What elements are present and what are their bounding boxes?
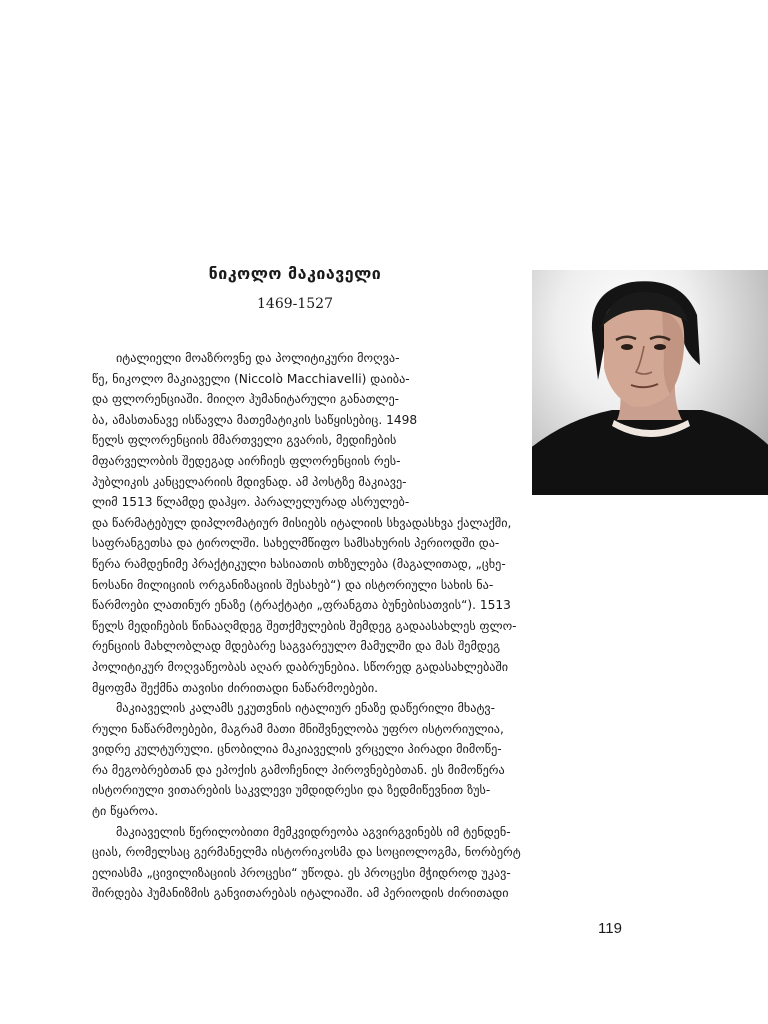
text-line: იტალიელი მოაზროვნე და პოლიტიკური მოღვა- [116,351,400,365]
text-line: წელს მედიჩების წინააღმდეგ შეთქმულების შემდეგ გადაასახლეს ფლო- [92,618,517,633]
text-line: ვიდრე კულტურული. ცნობილია მაკიაველის ვრცელი პირადი მიმოწე- [92,742,502,757]
page-number: 119 [598,920,622,937]
text-line: წელს ფლორენციის მმართველი გვარის, მედიჩების [92,433,397,448]
text-line: და ფლორენციაში. მიიღო ჰუმანიტარული განათლე- [92,392,400,407]
body-text [92,348,632,904]
life-years: 1469-1527 [257,296,333,312]
text-line: ბა, ამასთანავე ისწავლა მათემატიკის საწყისებიც. 1498 [92,412,418,427]
text-line: მაკიაველის კალამს ეკუთვნის იტალიურ ენაზე დაწერილი მხატვ- [116,701,496,716]
text-line: ლიმ 1513 წლამდე დაჰყო. პარალელურად ასრულებ- [92,495,410,510]
text-line: წე, ნიკოლო მაკიაველი (Niccolò Macchiavelli) დაიბა- [92,371,410,386]
article-title: ნიკოლო მაკიაველი [208,264,382,283]
text-line: რენციის მახლობლად მდებარე საგვარეულო მამულში და მას შემდეგ [92,639,501,654]
text-line: მაკიაველის წერილობითი მემკვიდრეობა აგვირგვინებს იმ ტენდენ- [116,824,511,839]
text-line: ნოსანი მილიციის ორგანიზაციის შესახებ“) და ისტორიული სახის ნა- [92,577,494,592]
text-line: წარმოები ლათინურ ენაზე (ტრაქტატი „ფრანგთა ბუნებისათვის“). 1513 [92,598,511,613]
text-line: შირდება ჰუმანიზმის განვითარებას იტალიაში. ამ პერიოდის ძირითადი [92,886,509,901]
text-line: მყოფმა შექმნა თავისი ძირითადი ნაწარმოებები. [92,680,379,695]
text-line: მფარველობის შედეგად აირჩიეს ფლორენციის რეს- [92,453,401,468]
text-line: ტი წყაროა. [92,804,159,819]
text-line: ელიასმა „ცივილიზაციის პროცესი“ უწოდა. ეს პროცესი მჭიდროდ უკავ- [92,865,511,880]
text-line: ციას, რომელსაც გერმანელმა ისტორიკოსმა და სოციოლოგმა, ნორბერტ [92,845,521,860]
text-line: საფრანგეთსა და ტიროლში. სახელმწიფო სამსახურის პერიოდში და- [92,536,500,551]
text-line: ისტორიული ვითარების საკვლევი უმდიდრესი და ზედმიწევნით ზუს- [92,783,491,798]
text-line: რული ნაწარმოებები, მაგრამ მათი მნიშვნელობა უფრო ისტორიულია, [92,721,504,736]
text-line: რა მეგობრებთან და ეპოქის გამოჩენილ პიროვნებებთან. ეს მიმოწერა [92,762,505,777]
text-line: პუბლიკის კანცელარიის მდივნად. ამ პოსტზე მაკიავე- [92,474,407,489]
text-line: წერა რამდენიმე პრაქტიკული ხასიათის თხზულება (მაგალითად, „ცხე- [92,556,506,571]
text-line: პოლიტიკურ მოღვაწეობას აღარ დაბრუნებია. სწორედ გადასახლებაში [92,659,509,674]
text-line: და წარმატებულ დიპლომატიურ მისიებს იტალიის სხვადასხვა ქალაქში, [92,515,512,530]
